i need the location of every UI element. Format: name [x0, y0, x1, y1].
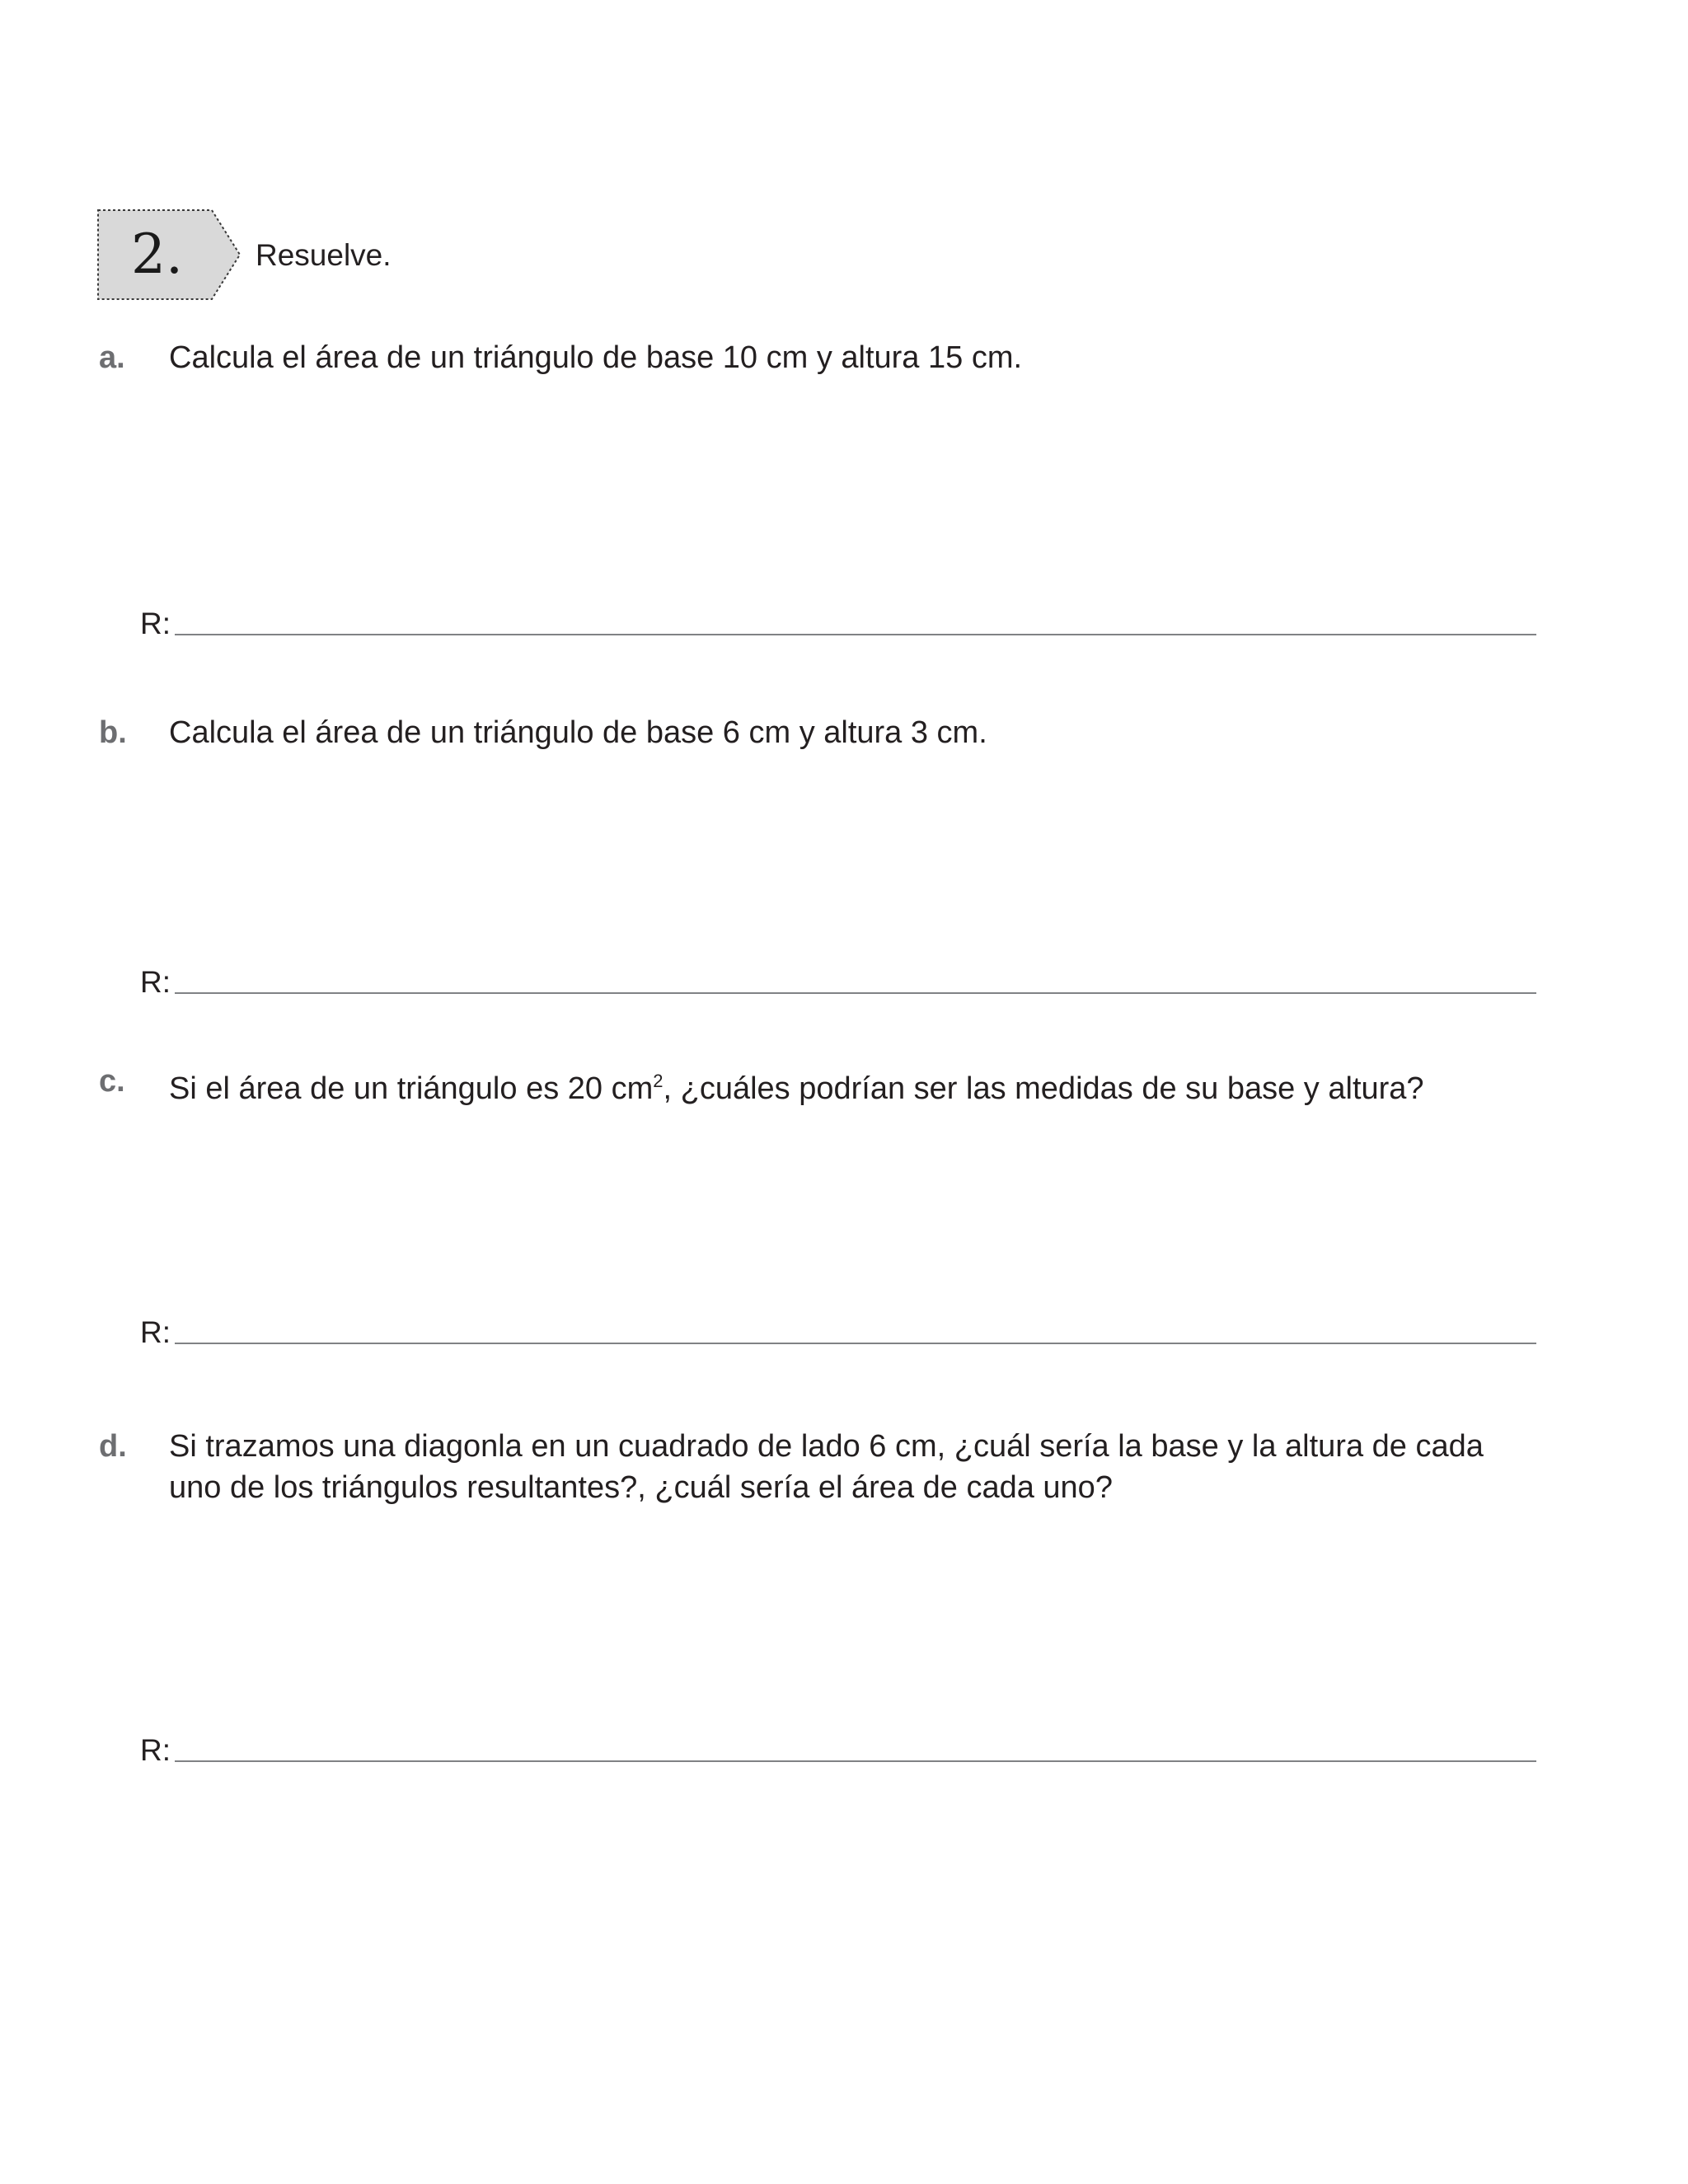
- answer-d-line[interactable]: [175, 1760, 1536, 1762]
- question-a-letter: a.: [99, 340, 125, 375]
- question-c-letter: c.: [99, 1064, 125, 1099]
- question-a-text: Calcula el área de un triángulo de base 10 cm y altura 15 cm.: [169, 340, 1023, 375]
- question-c-superscript: 2: [653, 1071, 663, 1091]
- exercise-instruction: Resuelve.: [256, 238, 392, 272]
- answer-c-line[interactable]: [175, 1343, 1536, 1344]
- question-c-text-before: Si el área de un triángulo es 20 cm: [169, 1071, 654, 1106]
- answer-d-label: R:: [140, 1733, 171, 1767]
- answer-b-line[interactable]: [175, 992, 1536, 994]
- question-d-letter: d.: [99, 1429, 127, 1464]
- answer-a-line[interactable]: [175, 634, 1536, 635]
- exercise-number: 2.: [131, 223, 183, 286]
- question-c-text-after: , ¿cuáles podrían ser las medidas de su base y altura?: [663, 1071, 1424, 1106]
- question-d-text-line2: uno de los triángulos resultantes?, ¿cuál sería el área de cada uno?: [169, 1470, 1113, 1505]
- question-b-text: Calcula el área de un triángulo de base 6 cm y altura 3 cm.: [169, 715, 987, 750]
- question-c-text: [169, 1061, 1488, 1109]
- answer-b-label: R:: [140, 965, 171, 999]
- question-b-letter: b.: [99, 715, 127, 750]
- exercise-number-badge: [96, 209, 241, 301]
- answer-a-label: R:: [140, 607, 171, 640]
- answer-c-label: R:: [140, 1315, 171, 1349]
- question-d-text-line1: Si trazamos una diagonla en un cuadrado de lado 6 cm, ¿cuál sería la base y la altura de cada: [169, 1429, 1484, 1464]
